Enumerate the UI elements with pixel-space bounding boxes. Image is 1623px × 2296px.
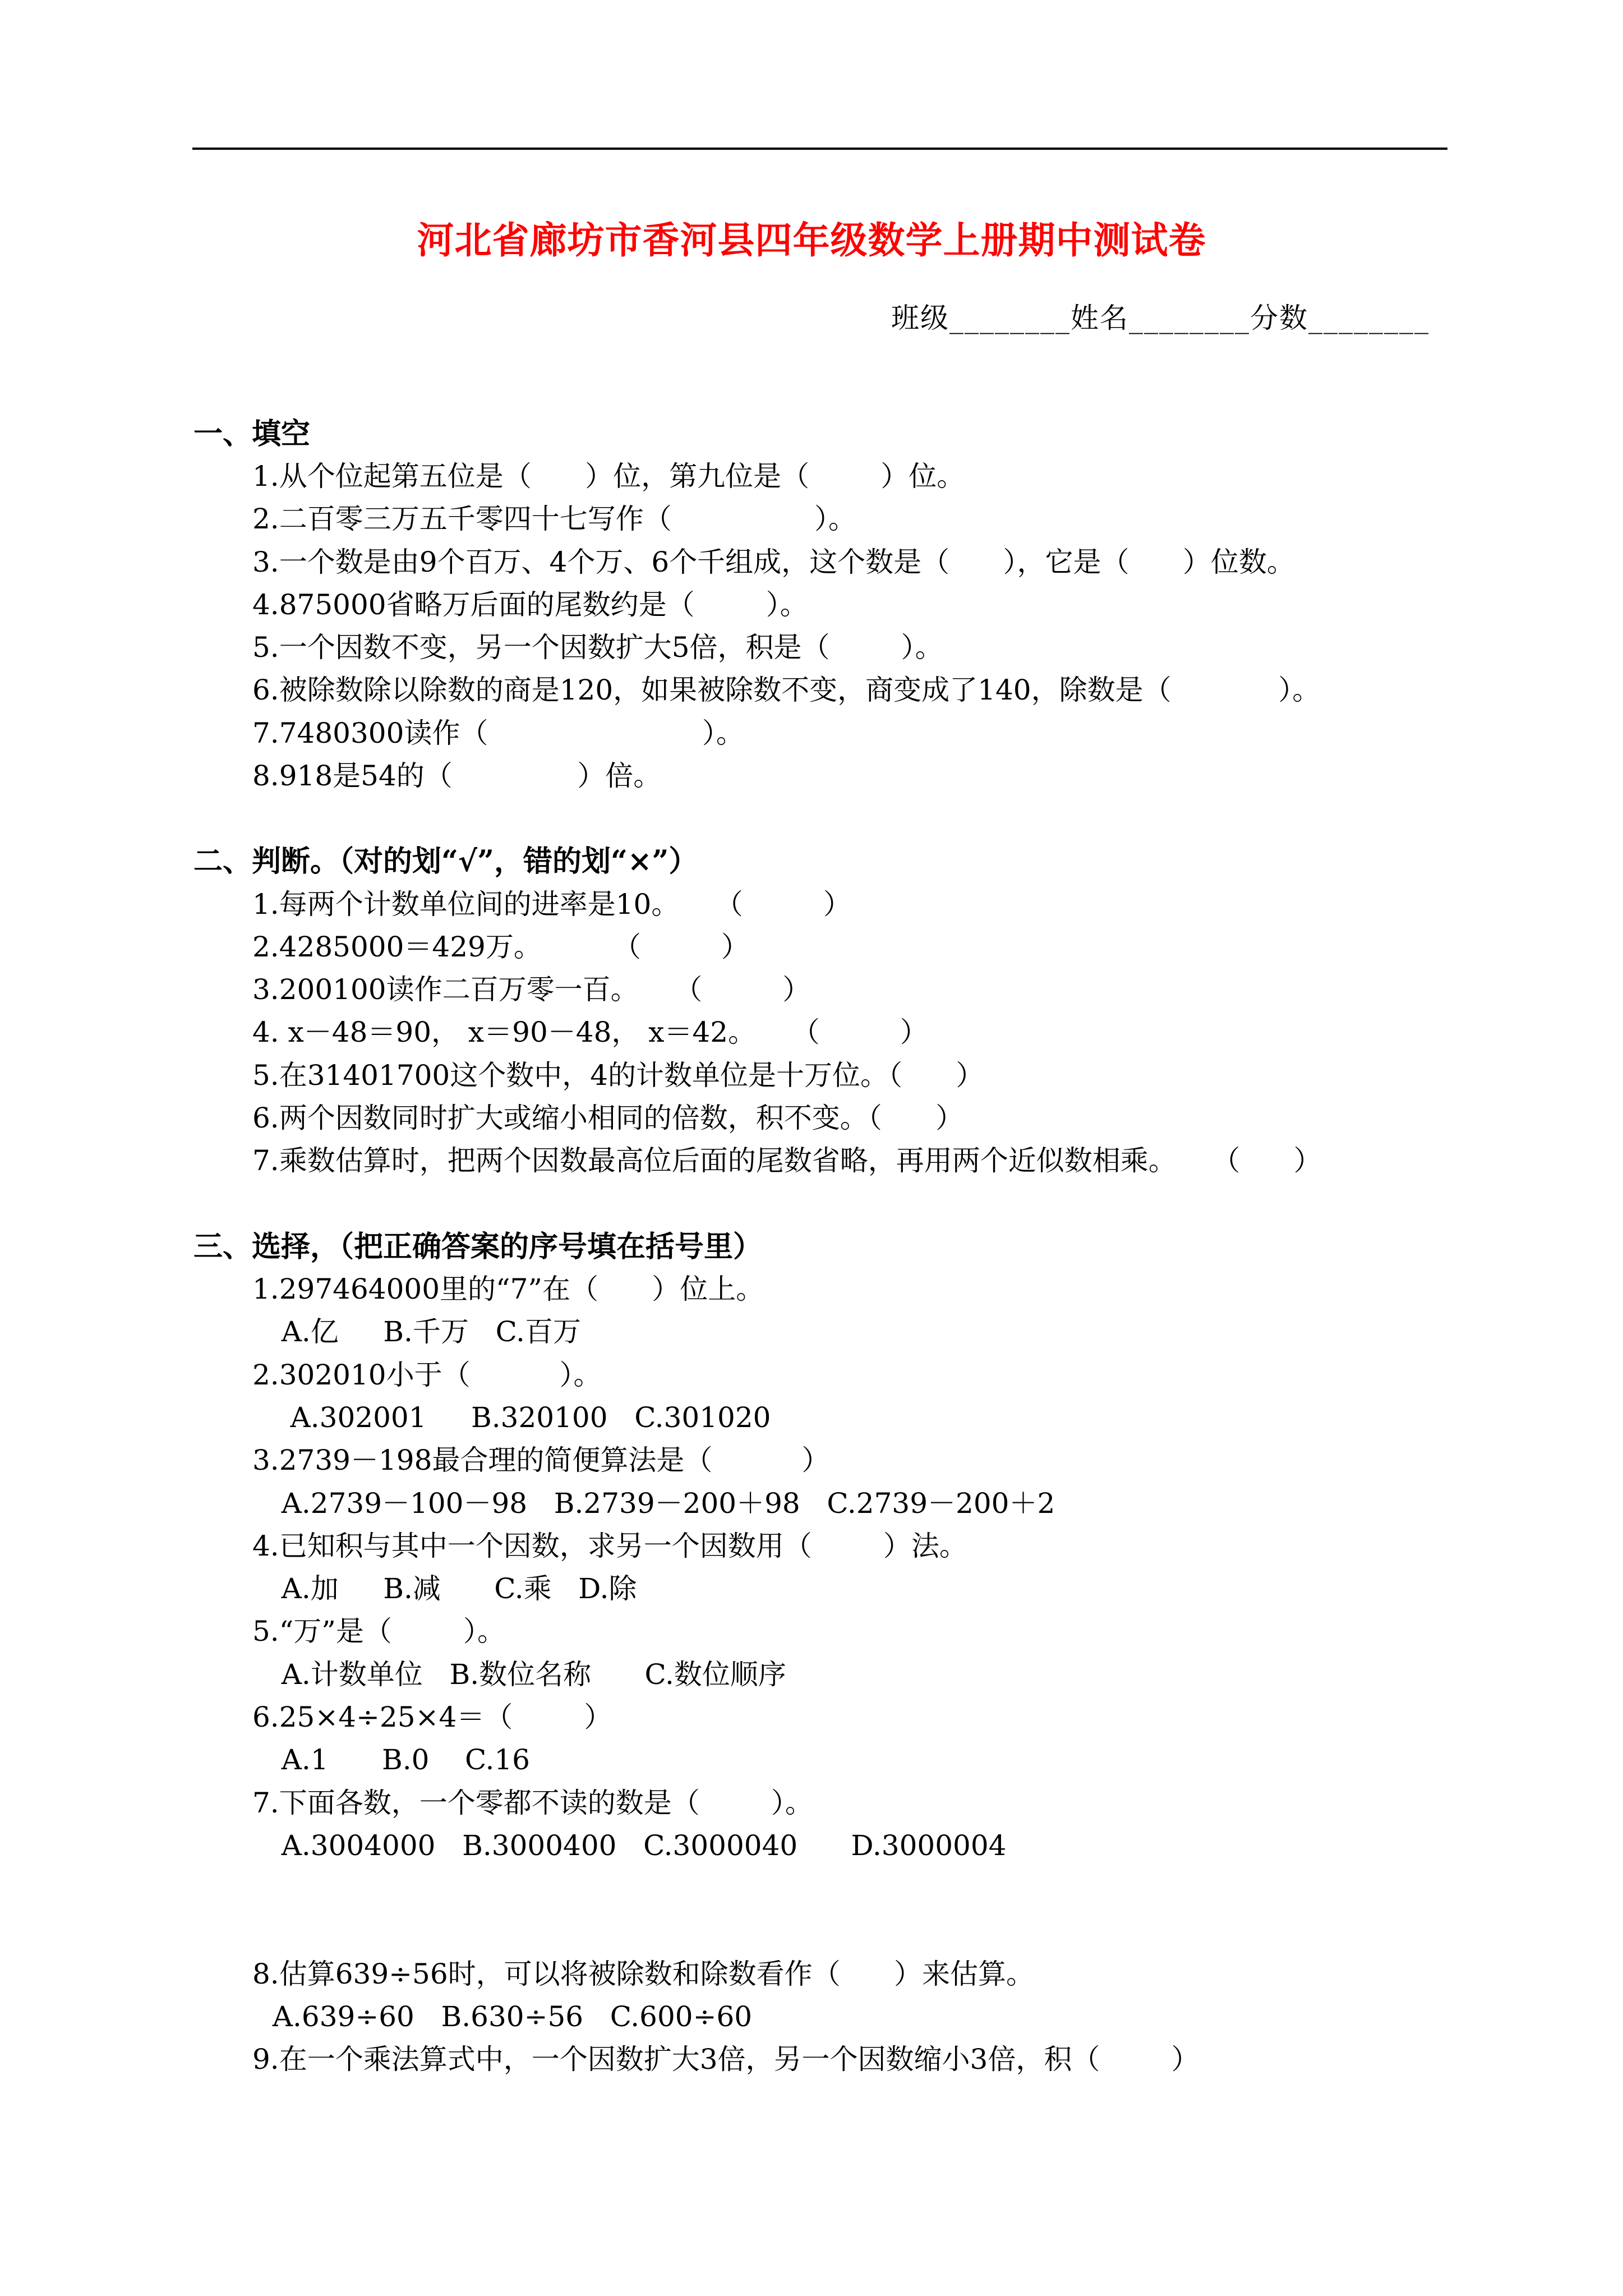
section3-q7: 7.下面各数，一个零都不读的数是（ ）。 [252,1787,813,1819]
section3-q5: 5.“万”是（ ）。 [252,1615,505,1648]
section3-q1-options: A.亿 B.千万 C.百万 [264,1315,581,1348]
section3-q6-options: A.1 B.0 C.16 [264,1743,530,1776]
section3-q3: 3.2739－198最合理的简便算法是（ ） [252,1444,830,1476]
section1-item-8: 8.918是54的（ ）倍。 [252,760,662,792]
section2-item-2: 2.4285000＝429万。 （ ） [252,931,750,963]
student-info-line: 班级________姓名________分数________ [891,302,1430,334]
section3-heading: 三、选择，（把正确答案的序号填在括号里） [193,1230,763,1264]
section2-item-4: 4. x－48＝90， x＝90－48， x＝42。 （ ） [252,1016,928,1048]
section1-item-6: 6.被除数除以除数的商是120，如果被除数不变，商变成了140，除数是（ ）。 [252,674,1321,706]
section3-q2: 2.302010小于（ ）。 [252,1359,602,1391]
section1-item-5: 5.一个因数不变，另一个因数扩大5倍，积是（ ）。 [252,631,943,664]
section3-q4: 4.已知积与其中一个因数，求另一个因数用（ ）法。 [252,1530,967,1562]
exam-title: 河北省廊坊市香河县四年级数学上册期中测试卷 [417,218,1206,262]
section1-item-4: 4.875000省略万后面的尾数约是（ ）。 [252,588,808,621]
section3-q6: 6.25×4÷25×4＝（ ） [252,1701,612,1733]
section3-q1: 1.297464000里的“7”在（ ）位上。 [252,1273,764,1305]
section2-item-1: 1.每两个计数单位间的进率是10。 （ ） [252,888,851,921]
section1-heading: 一、填空 [193,417,311,451]
section3-q7-options: A.3004000 B.3000400 C.3000040 D.3000004 [264,1829,1007,1862]
section3-q9: 9.在一个乘法算式中，一个因数扩大3倍，另一个因数缩小3倍，积（ ） [252,2043,1200,2076]
section3-q8: 8.估算639÷56时，可以将被除数和除数看作（ ）来估算。 [252,1958,1035,1990]
section1-item-2: 2.二百零三万五千零四十七写作（ ）。 [252,503,857,535]
section3-q5-options: A.计数单位 B.数位名称 C.数位顺序 [264,1658,786,1691]
section2-heading: 二、判断。（对的划“√”，错的划“×”） [193,844,698,878]
section3-q4-options: A.加 B.减 C.乘 D.除 [264,1572,637,1605]
section2-item-6: 6.两个因数同时扩大或缩小相同的倍数，积不变。（ ） [252,1102,964,1134]
section1-item-3: 3.一个数是由9个百万、4个万、6个千组成，这个数是（ ），它是（ ）位数。 [252,546,1295,578]
section3-q3-options: A.2739－100－98 B.2739－200＋98 C.2739－200＋2 [264,1487,1055,1520]
section1-item-7: 7.7480300读作（ ）。 [252,717,744,749]
section3-q8-options: A.639÷60 B.630÷56 C.600÷60 [264,2000,753,2033]
section2-item-7: 7.乘数估算时，把两个因数最高位后面的尾数省略，再用两个近似数相乘。 （ ） [252,1144,1322,1177]
section2-item-3: 3.200100读作二百万零一百。 （ ） [252,973,811,1006]
header-rule [192,148,1447,150]
section2-item-5: 5.在31401700这个数中，4的计数单位是十万位。（ ） [252,1059,984,1092]
section1-item-1: 1.从个位起第五位是（ ）位，第九位是（ ）位。 [252,460,965,493]
section3-q2-options: A.302001 B.320100 C.301020 [264,1401,771,1434]
